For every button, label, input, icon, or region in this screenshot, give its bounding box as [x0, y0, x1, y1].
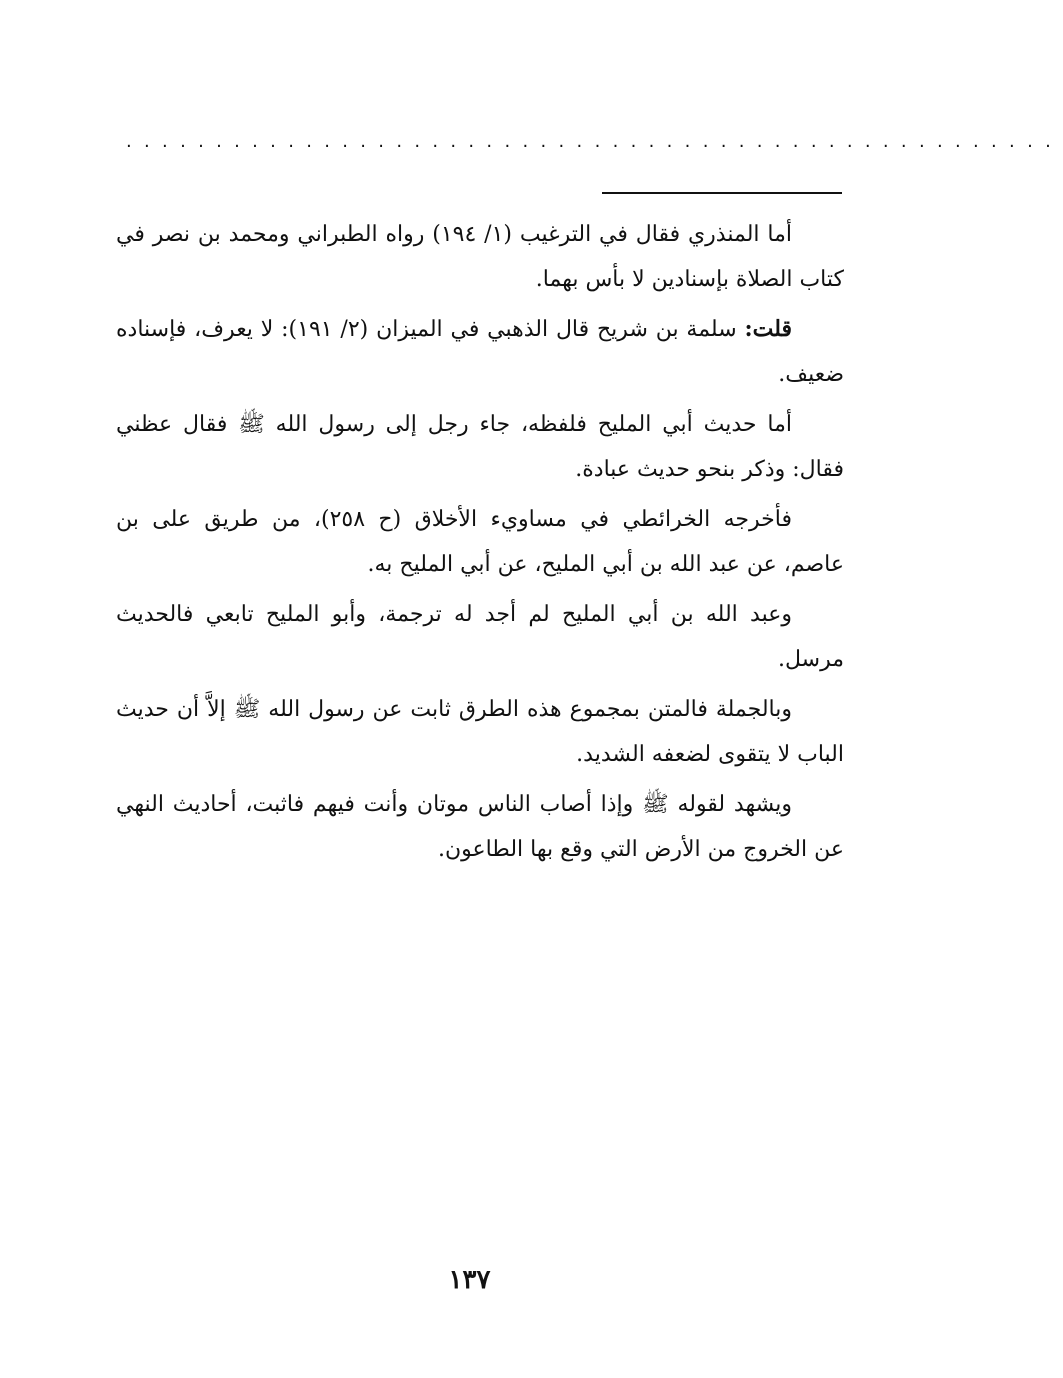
paragraph-lead: قلت: — [744, 316, 793, 342]
paragraph-text: سلمة بن شريح قال الذهبي في الميزان (٢/ ١٩١): لا يعرف، فإسناده ضعيف. — [116, 317, 844, 387]
paragraph — [116, 307, 844, 397]
paragraph-text: أما المنذري فقال في الترغيب (١/ ١٩٤) رواه الطبراني ومحمد بن نصر في كتاب الصلاة بإسنادين لا بأس بهما. — [116, 222, 844, 292]
paragraph-text: وعبد الله بن أبي المليح لم أجد له ترجمة، وأبو المليح تابعي فالحديث مرسل. — [116, 602, 844, 672]
paragraph — [116, 497, 844, 587]
footnote-text — [116, 212, 844, 877]
paragraph-text: أما حديث أبي المليح فلفظه، جاء رجل إلى رسول الله ﷺ فقال عظني فقال: وذكر بنحو حديث عبادة. — [116, 412, 844, 482]
paragraph-text: ويشهد لقوله ﷺ وإذا أصاب الناس موتان وأنت فيهم فاثبت، أحاديث النهي عن الخروج من الأرض التي وقع بها الطاعون. — [116, 792, 844, 862]
paragraph — [116, 212, 844, 302]
paragraph — [116, 592, 844, 682]
footnote-rule — [602, 192, 842, 194]
dotted-separator: .................................................... — [126, 131, 1063, 152]
paragraph-text: فأخرجه الخرائطي في مساويء الأخلاق (ح ٢٥٨)، من طريق على بن عاصم، عن عبد الله بن أبي المليح، عن أبي المليح به. — [116, 507, 844, 577]
paragraph — [116, 402, 844, 492]
page-number: ١٣٧ — [448, 1265, 491, 1295]
paragraph-text: وبالجملة فالمتن بمجموع هذه الطرق ثابت عن رسول الله ﷺ إلاَّ أن حديث الباب لا يتقوى لضعفه الشديد. — [116, 697, 844, 767]
paragraph — [116, 687, 844, 777]
paragraph — [116, 782, 844, 872]
